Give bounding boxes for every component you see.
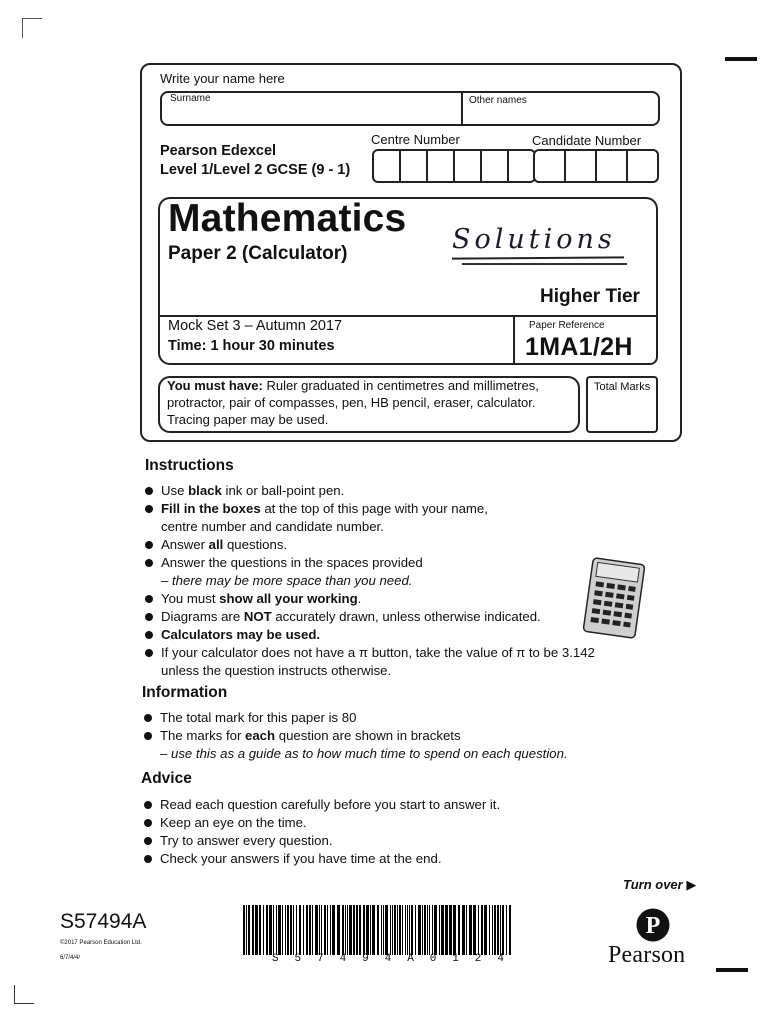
barcode-bar bbox=[392, 905, 393, 955]
barcode-bar bbox=[276, 905, 277, 955]
barcode-bar bbox=[345, 905, 346, 955]
barcode-bar bbox=[469, 905, 472, 955]
barcode-bar bbox=[478, 905, 479, 955]
centre-number-digit[interactable] bbox=[399, 149, 428, 183]
logo-letter: P bbox=[645, 913, 661, 939]
barcode-bar bbox=[356, 905, 358, 955]
barcode-bar bbox=[415, 905, 416, 955]
barcode-bar bbox=[349, 905, 352, 955]
centre-number-label: Centre Number bbox=[371, 132, 460, 147]
print-code: 6/7/4/4/ bbox=[60, 955, 81, 961]
barcode-bar bbox=[347, 905, 348, 955]
edge-registration-mark bbox=[725, 57, 757, 61]
candidate-number-label: Candidate Number bbox=[532, 133, 642, 148]
barcode-bar bbox=[278, 905, 281, 955]
centre-number-digit[interactable] bbox=[426, 149, 455, 183]
barcode-bar bbox=[359, 905, 361, 955]
barcode-bar bbox=[259, 905, 261, 955]
other-names-label: Other names bbox=[469, 95, 527, 106]
barcode-bar bbox=[246, 905, 247, 955]
barcode-bar bbox=[399, 905, 401, 955]
scan-corner-mark bbox=[22, 18, 42, 19]
session-divider bbox=[513, 315, 515, 365]
barcode-bar bbox=[439, 905, 440, 955]
handwritten-underline bbox=[462, 263, 627, 265]
advice-item: Read each question carefully before you start to answer it. bbox=[142, 796, 562, 814]
barcode-bar bbox=[411, 905, 413, 955]
barcode-bar bbox=[299, 905, 301, 955]
barcode-bar bbox=[402, 905, 403, 955]
centre-number-digit[interactable] bbox=[507, 149, 536, 183]
candidate-number-digit[interactable] bbox=[626, 149, 659, 183]
information-item: The marks for each question are shown in brackets – use this as a guide as to how much time to spend on each question. bbox=[142, 727, 602, 763]
barcode-digit: 2 bbox=[474, 953, 482, 965]
barcode-bar bbox=[363, 905, 365, 955]
pearson-wordmark: Pearson bbox=[608, 942, 686, 968]
barcode-bar bbox=[397, 905, 398, 955]
barcode-bar bbox=[506, 905, 507, 955]
candidate-number-digit[interactable] bbox=[533, 149, 566, 183]
barcode-bar bbox=[481, 905, 483, 955]
scan-corner-mark bbox=[14, 1003, 34, 1004]
barcode-bar bbox=[394, 905, 396, 955]
barcode-bar bbox=[303, 905, 304, 955]
barcode-bar bbox=[489, 905, 490, 955]
instruction-item: You must show all your working. bbox=[143, 590, 613, 608]
barcode-digit: A bbox=[407, 953, 414, 965]
write-name-prompt: Write your name here bbox=[160, 71, 285, 86]
equipment-label: You must have: bbox=[167, 378, 263, 393]
instruction-item: Fill in the boxes at the top of this page with your name, centre number and candidate number. bbox=[143, 500, 613, 536]
exam-board-block bbox=[160, 142, 350, 180]
barcode-bar bbox=[366, 905, 369, 955]
barcode-bar bbox=[273, 905, 274, 955]
barcode-bar bbox=[306, 905, 308, 955]
barcode-bar bbox=[370, 905, 371, 955]
centre-number-digit[interactable] bbox=[453, 149, 482, 183]
centre-number-boxes[interactable] bbox=[372, 149, 534, 183]
barcode-bar bbox=[287, 905, 289, 955]
handwritten-note: Solutions bbox=[452, 224, 616, 255]
barcode-bar bbox=[383, 905, 384, 955]
barcode-bar bbox=[497, 905, 499, 955]
barcode-bar bbox=[269, 905, 272, 955]
barcode-bar bbox=[377, 905, 379, 955]
barcode-bar bbox=[327, 905, 328, 955]
advice-item: Keep an eye on the time. bbox=[142, 814, 562, 832]
barcode-bar bbox=[418, 905, 421, 955]
barcode-digit: 5 bbox=[294, 953, 302, 965]
barcode-digit: 0 bbox=[429, 953, 437, 965]
candidate-number-boxes[interactable] bbox=[533, 149, 657, 183]
candidate-number-digit[interactable] bbox=[564, 149, 597, 183]
barcode-bar bbox=[409, 905, 410, 955]
barcode-digit: 4 bbox=[384, 953, 392, 965]
paper-reference-code: 1MA1/2H bbox=[525, 333, 633, 361]
pearson-logo-icon bbox=[636, 908, 670, 942]
barcode-bar bbox=[502, 905, 504, 955]
barcode-bar bbox=[432, 905, 433, 955]
barcode-bar bbox=[293, 905, 294, 955]
barcode-bar bbox=[248, 905, 250, 955]
barcode-bar bbox=[509, 905, 511, 955]
barcode-digit: 9 bbox=[362, 953, 369, 965]
advice-list bbox=[142, 796, 562, 868]
barcode-bar bbox=[372, 905, 375, 955]
copyright-notice: ©2017 Pearson Education Ltd. bbox=[60, 940, 142, 946]
instruction-item: If your calculator does not have a π button, take the value of π to be 3.142 unless the question instructs otherwise. bbox=[143, 644, 613, 680]
barcode-bar bbox=[337, 905, 340, 955]
advice-heading: Advice bbox=[141, 770, 192, 787]
barcode-bar bbox=[466, 905, 467, 955]
surname-label: Surname bbox=[170, 93, 211, 104]
exam-board: Pearson Edexcel bbox=[160, 143, 277, 159]
barcode-bar bbox=[494, 905, 496, 955]
instruction-item: Calculators may be used. bbox=[143, 626, 613, 644]
barcode bbox=[243, 905, 515, 955]
barcode-bar bbox=[330, 905, 331, 955]
barcode-bar bbox=[462, 905, 465, 955]
paper-code: S57494A bbox=[60, 910, 147, 933]
barcode-bar bbox=[282, 905, 283, 955]
barcode-bar bbox=[315, 905, 318, 955]
barcode-bar bbox=[422, 905, 423, 955]
centre-number-digit[interactable] bbox=[480, 149, 509, 183]
information-heading: Information bbox=[142, 684, 228, 701]
instruction-item: Use black ink or ball-point pen. bbox=[143, 482, 613, 500]
instructions-heading: Instructions bbox=[145, 457, 234, 474]
barcode-bar bbox=[484, 905, 487, 955]
information-list bbox=[142, 709, 602, 763]
barcode-bar bbox=[441, 905, 444, 955]
advice-item: Try to answer every question. bbox=[142, 832, 562, 850]
barcode-bar bbox=[285, 905, 286, 955]
barcode-bar bbox=[243, 905, 245, 955]
barcode-digit: 4 bbox=[339, 953, 347, 965]
instruction-item: Diagrams are NOT accurately drawn, unless otherwise indicated. bbox=[143, 608, 613, 626]
barcode-bar bbox=[429, 905, 430, 955]
barcode-bar bbox=[263, 905, 264, 955]
tier-label: Higher Tier bbox=[540, 286, 640, 307]
exam-duration: Time: 1 hour 30 minutes bbox=[168, 338, 335, 354]
name-field-box[interactable] bbox=[160, 91, 660, 126]
barcode-bar bbox=[296, 905, 297, 955]
barcode-bar bbox=[445, 905, 448, 955]
barcode-bar bbox=[290, 905, 292, 955]
barcode-bar bbox=[324, 905, 326, 955]
barcode-bar bbox=[405, 905, 406, 955]
subject-title: Mathematics bbox=[168, 197, 407, 240]
scan-corner-mark bbox=[14, 985, 15, 1003]
qualification-level: Level 1/Level 2 GCSE (9 - 1) bbox=[160, 162, 351, 178]
barcode-digit: 1 bbox=[452, 953, 459, 965]
centre-number-digit[interactable] bbox=[372, 149, 401, 183]
session-label: Mock Set 3 – Autumn 2017 bbox=[168, 318, 343, 334]
equipment-list: Ruler graduated in centimetres and millimetres, protractor, pair of compasses, pen, HB pencil, eraser, calculator. Tracing paper may be used. bbox=[167, 378, 539, 427]
barcode-bar bbox=[319, 905, 320, 955]
barcode-bar bbox=[321, 905, 322, 955]
barcode-digits bbox=[272, 953, 504, 965]
instruction-item: Answer the questions in the spaces provided – there may be more space than you need. bbox=[143, 554, 613, 590]
barcode-bar bbox=[449, 905, 452, 955]
barcode-bar bbox=[500, 905, 501, 955]
barcode-bar bbox=[492, 905, 493, 955]
edge-registration-mark bbox=[716, 968, 748, 972]
barcode-bar bbox=[255, 905, 258, 955]
barcode-digit: S bbox=[272, 953, 279, 965]
paper-title: Paper 2 (Calculator) bbox=[168, 243, 348, 264]
candidate-number-digit[interactable] bbox=[595, 149, 628, 183]
instructions-list bbox=[143, 482, 613, 680]
barcode-bar bbox=[407, 905, 408, 955]
barcode-bar bbox=[385, 905, 388, 955]
total-marks-label: Total Marks bbox=[594, 381, 651, 393]
barcode-bar bbox=[427, 905, 428, 955]
barcode-bar bbox=[312, 905, 313, 955]
barcode-digit: 4 bbox=[497, 953, 504, 965]
calculator-icon bbox=[582, 557, 646, 640]
advice-item: Check your answers if you have time at the end. bbox=[142, 850, 562, 868]
barcode-bar bbox=[381, 905, 382, 955]
information-item: The total mark for this paper is 80 bbox=[142, 709, 602, 727]
barcode-bar bbox=[453, 905, 456, 955]
barcode-bar bbox=[266, 905, 268, 955]
barcode-digit: 7 bbox=[317, 953, 324, 965]
barcode-bar bbox=[473, 905, 476, 955]
barcode-bar bbox=[458, 905, 460, 955]
instruction-item: Answer all questions. bbox=[143, 536, 613, 554]
barcode-bar bbox=[353, 905, 355, 955]
barcode-bar bbox=[252, 905, 254, 955]
barcode-bar bbox=[332, 905, 335, 955]
name-field-divider bbox=[461, 91, 463, 126]
scan-corner-mark bbox=[22, 18, 23, 38]
paper-reference-label: Paper Reference bbox=[529, 320, 605, 331]
barcode-bar bbox=[309, 905, 311, 955]
equipment-text bbox=[167, 377, 577, 428]
barcode-bar bbox=[424, 905, 426, 955]
turn-over-label: Turn over ▶ bbox=[623, 877, 697, 892]
barcode-bar bbox=[342, 905, 344, 955]
barcode-bar bbox=[434, 905, 437, 955]
barcode-bar bbox=[390, 905, 391, 955]
